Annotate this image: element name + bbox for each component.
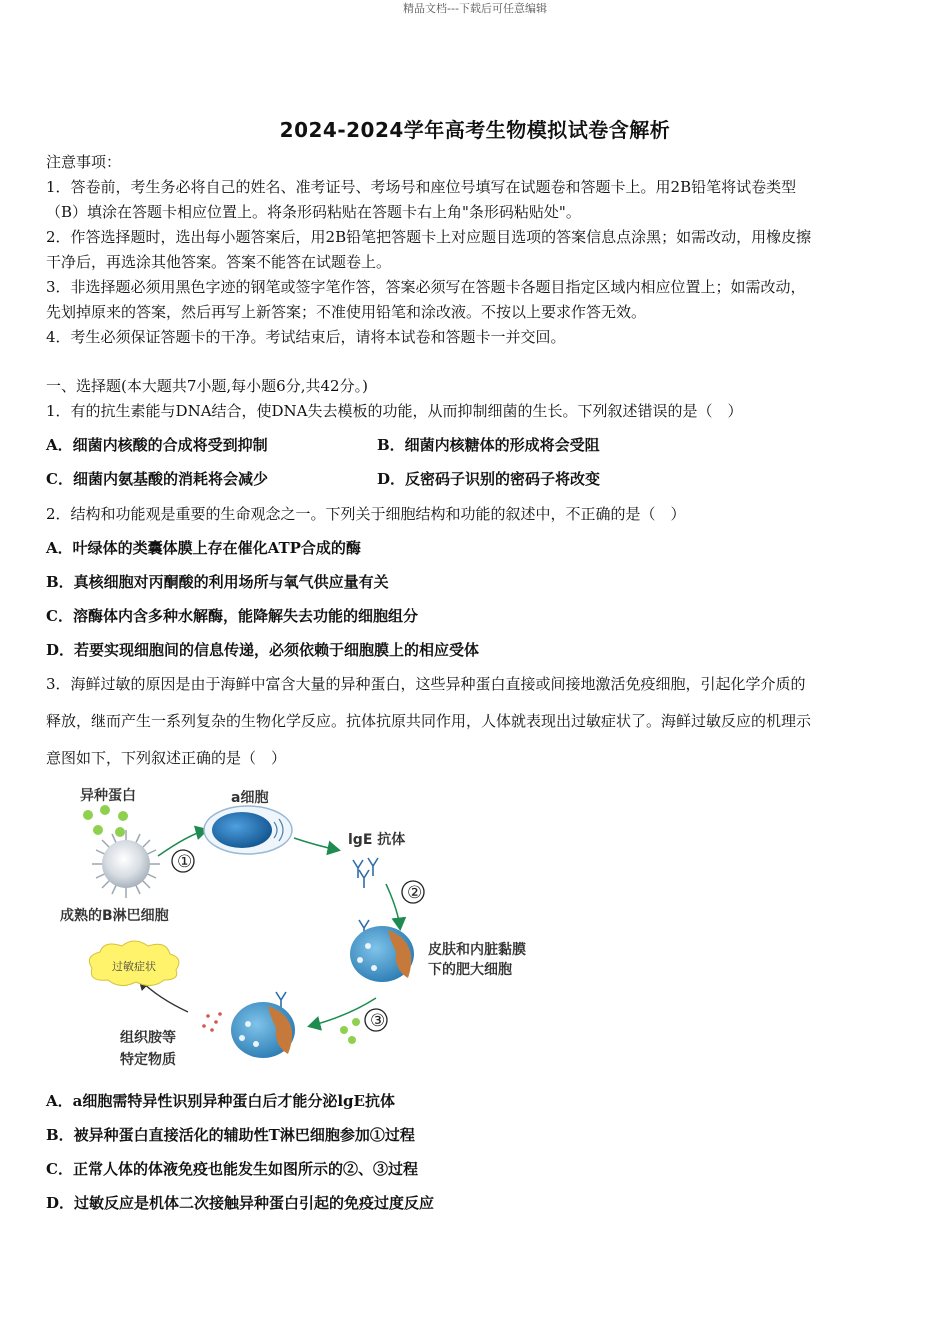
question-3-stem: 释放，继而产生一系列复杂的生物化学反应。抗体抗原共同作用，人体就表现出过敏症状了。海鲜过敏反应的机理示 — [46, 712, 812, 730]
section-heading: 一、选择题(本大题共7小题,每小题6分,共42分。) — [46, 377, 368, 395]
mast-cell — [350, 920, 414, 982]
q3-option-b[interactable]: B．被异种蛋白直接活化的辅助性T淋巴细胞参加①过程 — [46, 1126, 415, 1144]
q1-option-a[interactable]: A．细菌内核酸的合成将受到抑制 — [46, 436, 268, 454]
notice-line: 先划掉原来的答案，然后再写上新答案；不准使用铅笔和涂改液。不按以上要求作答无效。 — [46, 303, 647, 321]
mast-cell-label-1: 皮肤和内脏黏膜 — [428, 942, 526, 958]
notice-line: 3．非选择题必须用黑色字迹的钢笔或签字笔作答，答案必须写在答题卡各题目指定区域内相应位置上；如需改动， — [46, 278, 806, 296]
allergy-mechanism-figure — [48, 780, 568, 1080]
mediator-dots — [202, 1012, 222, 1032]
a-cell — [204, 806, 292, 854]
q3-option-c[interactable]: C．正常人体的体液免疫也能发生如图所示的②、③过程 — [46, 1160, 418, 1178]
ige-antibodies — [353, 858, 378, 888]
step-2-marker: ② — [407, 883, 423, 903]
a-cell-label: a细胞 — [231, 790, 269, 806]
notice-line: 1．答卷前，考生务必将自己的姓名、准考证号、考场号和座位号填写在试题卷和答题卡上。用2B铅笔将试卷类型 — [46, 178, 797, 196]
antigen-dots-step3 — [340, 1018, 360, 1044]
antigen-dots — [83, 805, 128, 837]
allergy-symptom-label: 过敏症状 — [112, 960, 156, 973]
q2-option-c[interactable]: C．溶酶体内含多种水解酶，能降解失去功能的细胞组分 — [46, 607, 418, 625]
foreign-protein-label: 异种蛋白 — [80, 788, 136, 804]
question-3-stem: 3．海鲜过敏的原因是由于海鲜中富含大量的异种蛋白，这些异种蛋白直接或间接地激活免疫细胞，引起化学介质的 — [46, 675, 806, 693]
q1-option-c[interactable]: C．细菌内氨基酸的消耗将会减少 — [46, 470, 268, 488]
q3-option-d[interactable]: D．过敏反应是机体二次接触异种蛋白引起的免疫过度反应 — [46, 1194, 435, 1212]
question-2-stem: 2．结构和功能观是重要的生命观念之一。下列关于细胞结构和功能的叙述中，不正确的是（ ） — [46, 505, 686, 523]
step-3-marker: ③ — [370, 1011, 386, 1031]
page-title: 2024-2024学年高考生物模拟试卷含解析 — [279, 118, 671, 142]
mast-cell-label-2: 下的肥大细胞 — [428, 962, 512, 978]
histamine-label-1: 组织胺等 — [120, 1030, 176, 1046]
header-note: 精品文档---下载后可任意编辑 — [403, 2, 547, 15]
notice-line: （B）填涂在答题卡相应位置上。将条形码粘贴在答题卡右上角"条形码粘贴处"。 — [46, 203, 581, 221]
notice-line: 4．考生必须保证答题卡的干净。考试结束后，请将本试卷和答题卡一并交回。 — [46, 328, 566, 346]
q1-option-b[interactable]: B．细菌内核糖体的形成将会受阻 — [377, 436, 600, 454]
b-cell — [92, 830, 160, 898]
notice-line: 2．作答选择题时，选出每小题答案后，用2B铅笔把答题卡上对应题目选项的答案信息点涂黑；如需改动，用橡皮擦 — [46, 228, 812, 246]
b-cell-label: 成熟的B淋巴细胞 — [60, 908, 169, 924]
q1-option-d[interactable]: D．反密码子识别的密码子将改变 — [377, 470, 601, 488]
question-3-stem: 意图如下，下列叙述正确的是（ ） — [46, 749, 287, 767]
q3-option-a[interactable]: A．a细胞需特异性识别异种蛋白后才能分泌lgE抗体 — [46, 1092, 395, 1110]
q2-option-a[interactable]: A．叶绿体的类囊体膜上存在催化ATP合成的酶 — [46, 539, 361, 557]
q2-option-b[interactable]: B．真核细胞对丙酮酸的利用场所与氧气供应量有关 — [46, 573, 389, 591]
ige-label: lgE 抗体 — [348, 832, 406, 848]
question-1-stem: 1．有的抗生素能与DNA结合，使DNA失去模板的功能，从而抑制细菌的生长。下列叙述错误的是（ ） — [46, 402, 743, 420]
histamine-label-2: 特定物质 — [120, 1052, 176, 1068]
degranulating-mast-cell — [231, 992, 295, 1058]
notice-heading: 注意事项： — [46, 153, 122, 171]
notice-line: 干净后，再选涂其他答案。答案不能答在试题卷上。 — [46, 253, 392, 271]
q2-option-d[interactable]: D．若要实现细胞间的信息传递，必须依赖于细胞膜上的相应受体 — [46, 641, 480, 659]
step-1-marker: ① — [177, 852, 193, 872]
